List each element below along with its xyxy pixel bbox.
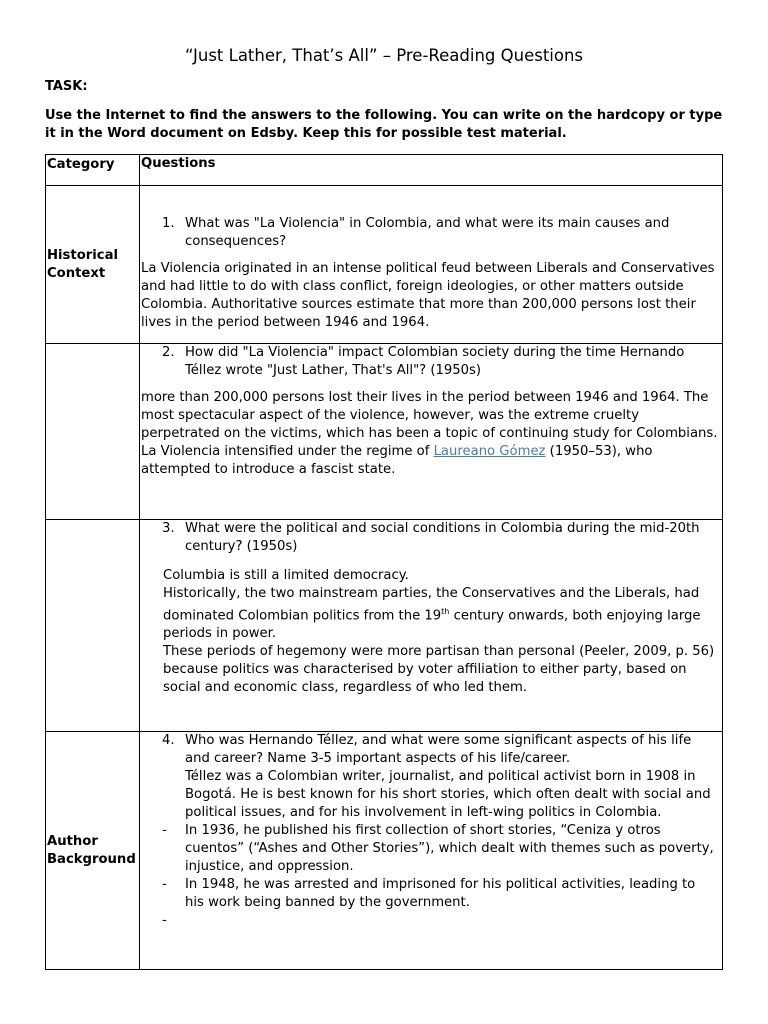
- question: [140, 344, 722, 380]
- questions-table: [45, 154, 723, 970]
- table-header-row: [46, 155, 723, 186]
- answer-text: Columbia is still a limited democracy.: [163, 568, 409, 583]
- answer-text: [140, 585, 722, 643]
- question-text: What were the political and social conditions in Colombia during the mid-20th century? (1950s): [185, 521, 700, 554]
- bullet-dash: -: [162, 877, 167, 892]
- laureano-gomez-link[interactable]: Laureano Gómez: [433, 444, 546, 459]
- bullet-text: In 1936, he published his first collection of short stories, “Ceniza y otros cuentos” (“Ashes and Other Stories”), which dealt with themes such as poverty, injustice, and oppression.: [185, 823, 714, 874]
- question-text: Who was Hernando Téllez, and what were some significant aspects of his life and career? Name 3-5 important aspects of his life/career.: [185, 733, 692, 766]
- table-row: [46, 732, 723, 970]
- answer-text-part: (1950–53), who attempted to introduce a fascist state.: [141, 444, 653, 477]
- question-number: 2.: [162, 345, 175, 360]
- instructions: Use the Internet to find the answers to the following. You can write on the hardcopy or type it in the Word document on Edsby. Keep this for possible test material.: [45, 108, 723, 141]
- table-row: [46, 520, 723, 732]
- answer-text: Téllez was a Colombian writer, journalist, and political activist born in 1908 in Bogotá. He is best known for his short stories, which often dealt with social and political issues, and for his involvement in left-wing politics in Colombia.: [185, 769, 711, 820]
- page-title: “Just Lather, That’s All” – Pre-Reading Questions: [184, 46, 584, 65]
- question-text: How did "La Violencia" impact Colombian society during the time Hernando Téllez wrote "Just Lather, That's All"? (1950s): [185, 345, 685, 378]
- list-item: [140, 912, 722, 930]
- category-cell: [46, 520, 140, 732]
- answer-text: [140, 389, 722, 479]
- category-cell: Historical Context: [46, 186, 140, 344]
- question-cell: [140, 520, 723, 732]
- category-cell: Author Background: [46, 732, 140, 970]
- header-category: Category: [46, 155, 140, 186]
- question: [140, 215, 722, 251]
- answer-text-part: Historically, the two mainstream parties, the Conservatives and the Liberals, had dominated Colombian politics from the 19: [163, 586, 700, 624]
- table-row: [46, 344, 723, 520]
- bullet-dash: -: [162, 913, 167, 928]
- question-cell: [140, 344, 723, 520]
- answer-text-part: century onwards, both enjoying large periods in power.: [163, 608, 701, 642]
- question-number: 3.: [162, 521, 175, 536]
- question-text: What was "La Violencia" in Colombia, and what were its main causes and consequences?: [185, 216, 670, 249]
- bullet-text: In 1948, he was arrested and imprisoned for his political activities, leading to his work being banned by the government.: [185, 877, 696, 910]
- bullet-dash: -: [162, 823, 167, 838]
- category-cell: [46, 344, 140, 520]
- question: [140, 732, 722, 768]
- answer-text-part: more than 200,000 persons lost their lives in the period between 1946 and 1964. The most spectacular aspect of the violence, however, was the extreme cruelty perpetrated on the victims, which has been a topic of continuing study for Colombians. La Violencia intensified under the regime of: [141, 390, 718, 459]
- question-cell: [140, 732, 723, 970]
- task-label: TASK:: [45, 79, 88, 94]
- answer-text: La Violencia originated in an intense political feud between Liberals and Conservatives and had little to do with class conflict, foreign ideologies, or other matters outside Colombia. Authoritative sources estimate that more than 200,000 persons lost their lives in the period between 1946 and 1964.: [141, 261, 715, 330]
- question-number: 1.: [162, 216, 175, 231]
- superscript-th: th: [441, 607, 450, 616]
- header-questions: Questions: [140, 155, 723, 186]
- table-row: [46, 186, 723, 344]
- answer-text: These periods of hegemony were more partisan than personal (Peeler, 2009, p. 56) because politics was characterised by voter affiliation to either party, based on social and economic class, regardless of who led them.: [163, 644, 715, 696]
- question: [140, 520, 722, 556]
- question-cell: [140, 186, 723, 344]
- list-item: [140, 876, 722, 912]
- question-number: 4.: [162, 733, 175, 748]
- list-item: [140, 822, 722, 876]
